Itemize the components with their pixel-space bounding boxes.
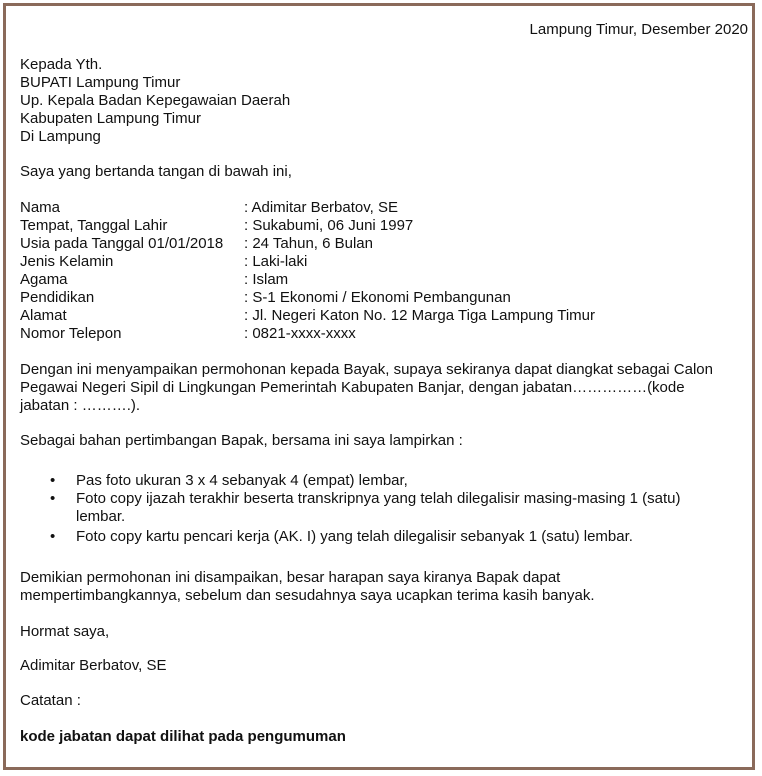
identity-value: : Laki-laki [244, 253, 308, 270]
attachments-intro: Sebagai bahan pertimbangan Bapak, bersama ini saya lampirkan : [20, 432, 463, 449]
notes-label: Catatan : [20, 692, 81, 709]
identity-label: Jenis Kelamin [20, 253, 114, 270]
recipient-line: BUPATI Lampung Timur [20, 74, 181, 91]
identity-label: Usia pada Tanggal 01/01/2018 [20, 235, 224, 252]
greeting: Hormat saya, [20, 623, 110, 640]
recipient-line: Kabupaten Lampung Timur [20, 110, 201, 127]
identity-value: : Adimitar Berbatov, SE [244, 199, 398, 216]
note-text: kode jabatan dapat dilihat pada pengumuman [20, 728, 346, 745]
signer-name: Adimitar Berbatov, SE [20, 657, 167, 674]
identity-label: Nomor Telepon [20, 325, 122, 342]
bullet-icon: • [50, 528, 56, 545]
identity-value: : 0821-xxxx-xxxx [244, 325, 356, 342]
closing-line: mempertimbangkannya, sebelum dan sesudahnya saya ucapkan terima kasih banyak. [20, 587, 595, 604]
attachment-item-continued: lembar. [76, 508, 126, 525]
attachment-item: Foto copy kartu pencari kerja (AK. I) yang telah dilegalisir sebanyak 1 (satu) lembar. [76, 528, 633, 545]
identity-label: Tempat, Tanggal Lahir [20, 217, 168, 234]
identity-label: Alamat [20, 307, 67, 324]
attachment-item: Pas foto ukuran 3 x 4 sebanyak 4 (empat) lembar, [76, 472, 408, 489]
identity-value: : Jl. Negeri Katon No. 12 Marga Tiga Lampung Timur [244, 307, 596, 324]
bullet-icon: • [50, 472, 56, 489]
opening-line: Saya yang bertanda tangan di bawah ini, [20, 163, 292, 180]
recipient-line: Up. Kepala Badan Kepegawaian Daerah [20, 92, 291, 109]
attachment-item: Foto copy ijazah terakhir beserta transkripnya yang telah dilegalisir masing-masing 1 (satu) [76, 490, 681, 507]
recipient-line: Di Lampung [20, 128, 101, 145]
request-line: Dengan ini menyampaikan permohonan kepada Bayak, supaya sekiranya dapat diangkat sebagai Calon [20, 361, 713, 378]
request-line: jabatan : ……….). [20, 397, 141, 414]
identity-label: Nama [20, 199, 61, 216]
identity-value: : Islam [244, 271, 289, 288]
identity-label: Pendidikan [20, 289, 95, 306]
identity-value: : 24 Tahun, 6 Bulan [244, 235, 373, 252]
place-date: Lampung Timur, Desember 2020 [529, 21, 748, 38]
identity-value: : S-1 Ekonomi / Ekonomi Pembangunan [244, 289, 511, 306]
bullet-icon: • [50, 490, 56, 507]
closing-line: Demikian permohonan ini disampaikan, besar harapan saya kiranya Bapak dapat [20, 569, 561, 586]
identity-label: Agama [20, 271, 68, 288]
identity-value: : Sukabumi, 06 Juni 1997 [244, 217, 414, 234]
request-line: Pegawai Negeri Sipil di Lingkungan Pemerintah Kabupaten Banjar, dengan jabatan……………(kode [20, 379, 685, 396]
recipient-line: Kepada Yth. [20, 56, 103, 73]
